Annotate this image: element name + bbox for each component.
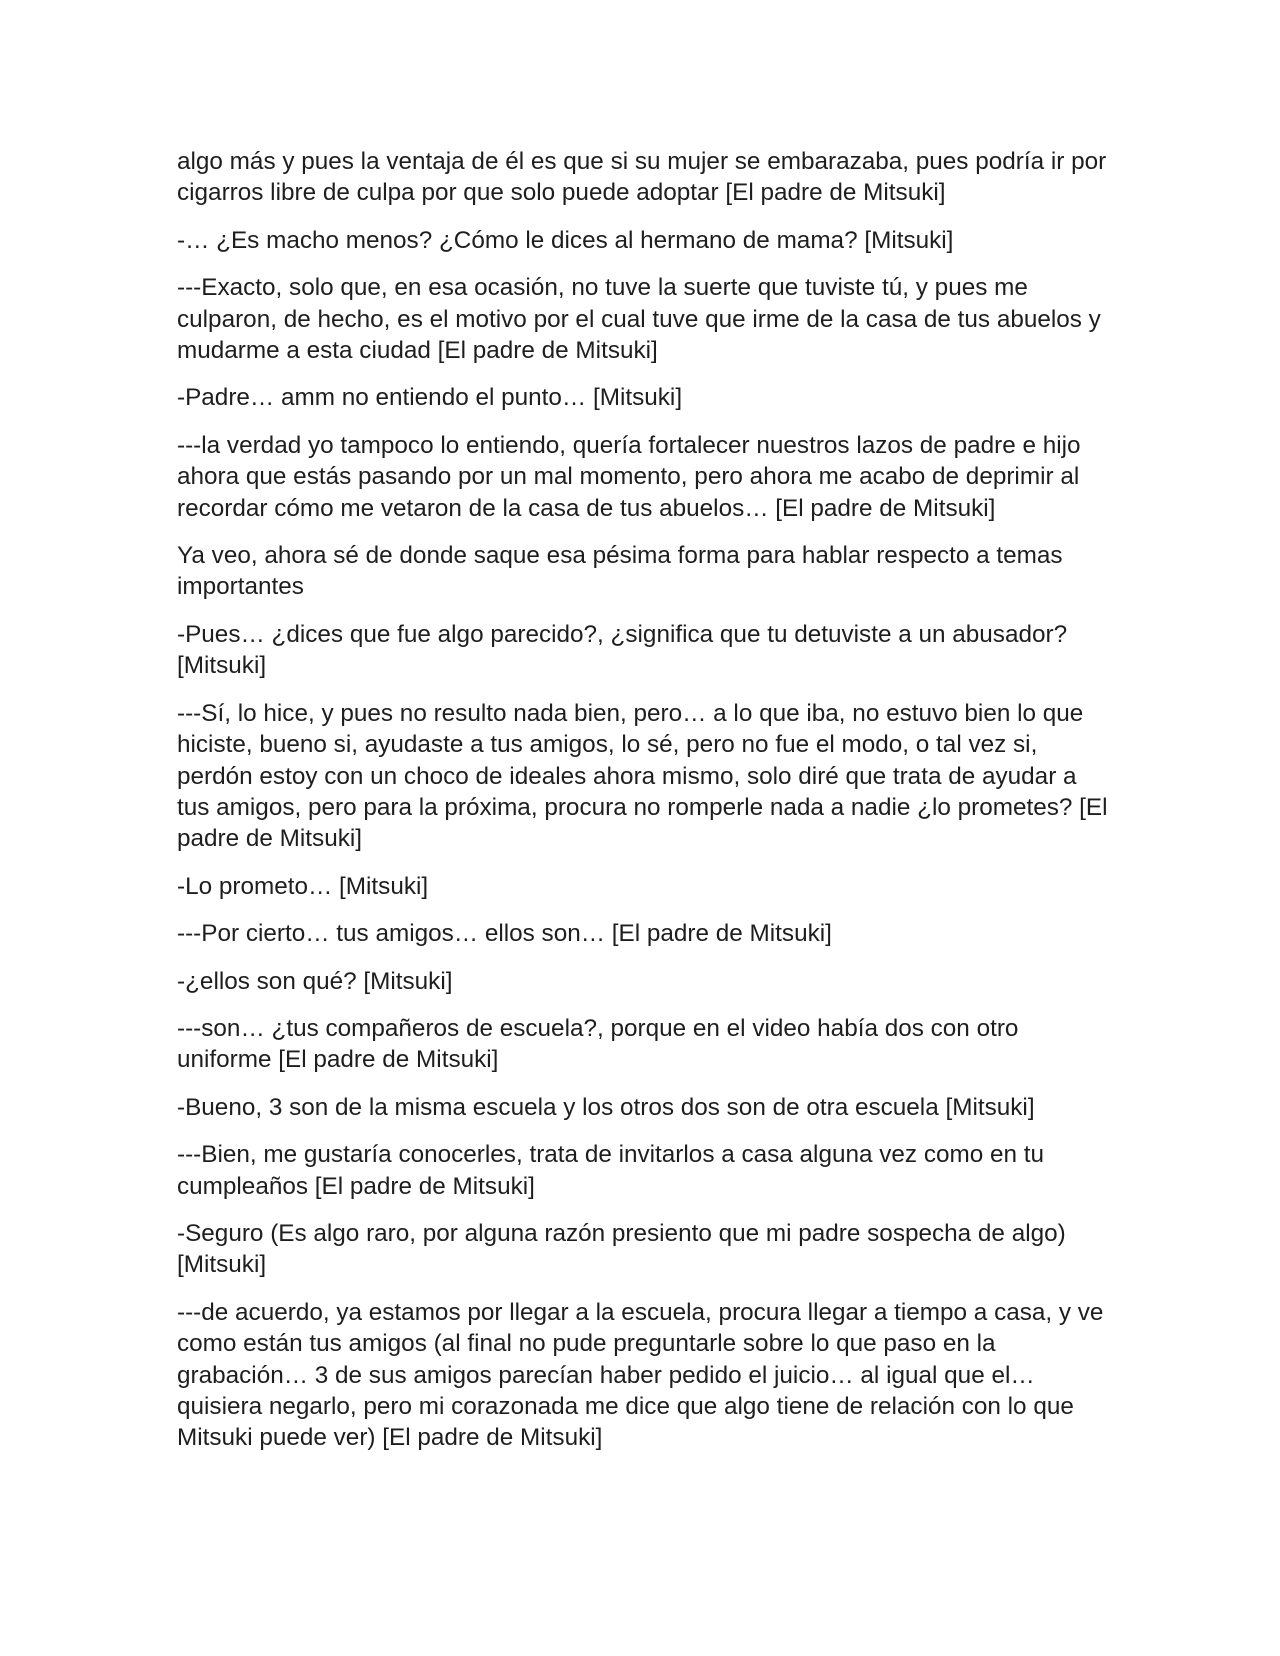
paragraph: -… ¿Es macho menos? ¿Cómo le dices al hermano de mama? [Mitsuki]: [177, 226, 954, 254]
paragraph: ---Por cierto… tus amigos… ellos son… [El padre de Mitsuki]: [177, 920, 832, 948]
paragraph: -Lo prometo… [Mitsuki]: [177, 872, 429, 900]
paragraph: algo más y pues la ventaja de él es que si su mujer se embarazaba, pues podría ir por cigarros libre de culpa por que solo puede adoptar [El padre de Mitsuki]: [177, 148, 1107, 207]
paragraph: -Pues… ¿dices que fue algo parecido?, ¿significa que tu detuviste a un abusador? [Mitsuki]: [177, 620, 1068, 680]
document-body: [177, 146, 1112, 1470]
paragraph: -Seguro (Es algo raro, por alguna razón presiento que mi padre sospecha de algo) [Mitsuki]: [177, 1219, 1066, 1279]
paragraph: ---son… ¿tus compañeros de escuela?, porque en el video había dos con otro uniforme [El padre de Mitsuki]: [177, 1014, 1019, 1074]
paragraph: ---Bien, me gustaría conocerles, trata de invitarlos a casa alguna vez como en tu cumpleaños [El padre de Mitsuki]: [177, 1141, 1045, 1200]
paragraph: -Padre… amm no entiendo el punto… [Mitsuki]: [177, 384, 683, 412]
paragraph: ---de acuerdo, ya estamos por llegar a la escuela, procura llegar a tiempo a casa, y ve como están tus amigos (al final no pude preguntarle sobre lo que paso en la grabación… 3 de sus amigos parecían haber pedido el juicio… al igual que el… quisiera negarlo, pero mi corazonada me dice que algo tiene de relación con lo que Mitsuki puede ver) [El padre de Mitsuki]: [177, 1298, 1104, 1452]
paragraph: ---Sí, lo hice, y pues no resulto nada bien, pero… a lo que iba, no estuvo bien lo que hiciste, bueno si, ayudaste a tus amigos, lo sé, pero no fue el modo, o tal vez si, perdón estoy con un choco de ideales ahora mismo, solo diré que trata de ayudar a tus amigos, pero para la próxima, procura no romperle nada a nadie ¿lo prometes? [El padre de Mitsuki]: [177, 699, 1108, 853]
paragraph: -¿ellos son qué? [Mitsuki]: [177, 967, 453, 995]
paragraph: ---Exacto, solo que, en esa ocasión, no tuve la suerte que tuviste tú, y pues me culparon, de hecho, es el motivo por el cual tuve que irme de la casa de tus abuelos y mudarme a esta ciudad [El padre de Mitsuki]: [177, 274, 1101, 365]
paragraph: ---la verdad yo tampoco lo entiendo, quería fortalecer nuestros lazos de padre e hijo ahora que estás pasando por un mal momento, pero ahora me acabo de deprimir al recordar cómo me vetaron de la casa de tus abuelos… [El padre de Mitsuki]: [177, 431, 1081, 522]
paragraph: -Bueno, 3 son de la misma escuela y los otros dos son de otra escuela [Mitsuki]: [177, 1093, 1035, 1121]
paragraph: Ya veo, ahora sé de donde saque esa pésima forma para hablar respecto a temas importantes: [177, 542, 1063, 601]
